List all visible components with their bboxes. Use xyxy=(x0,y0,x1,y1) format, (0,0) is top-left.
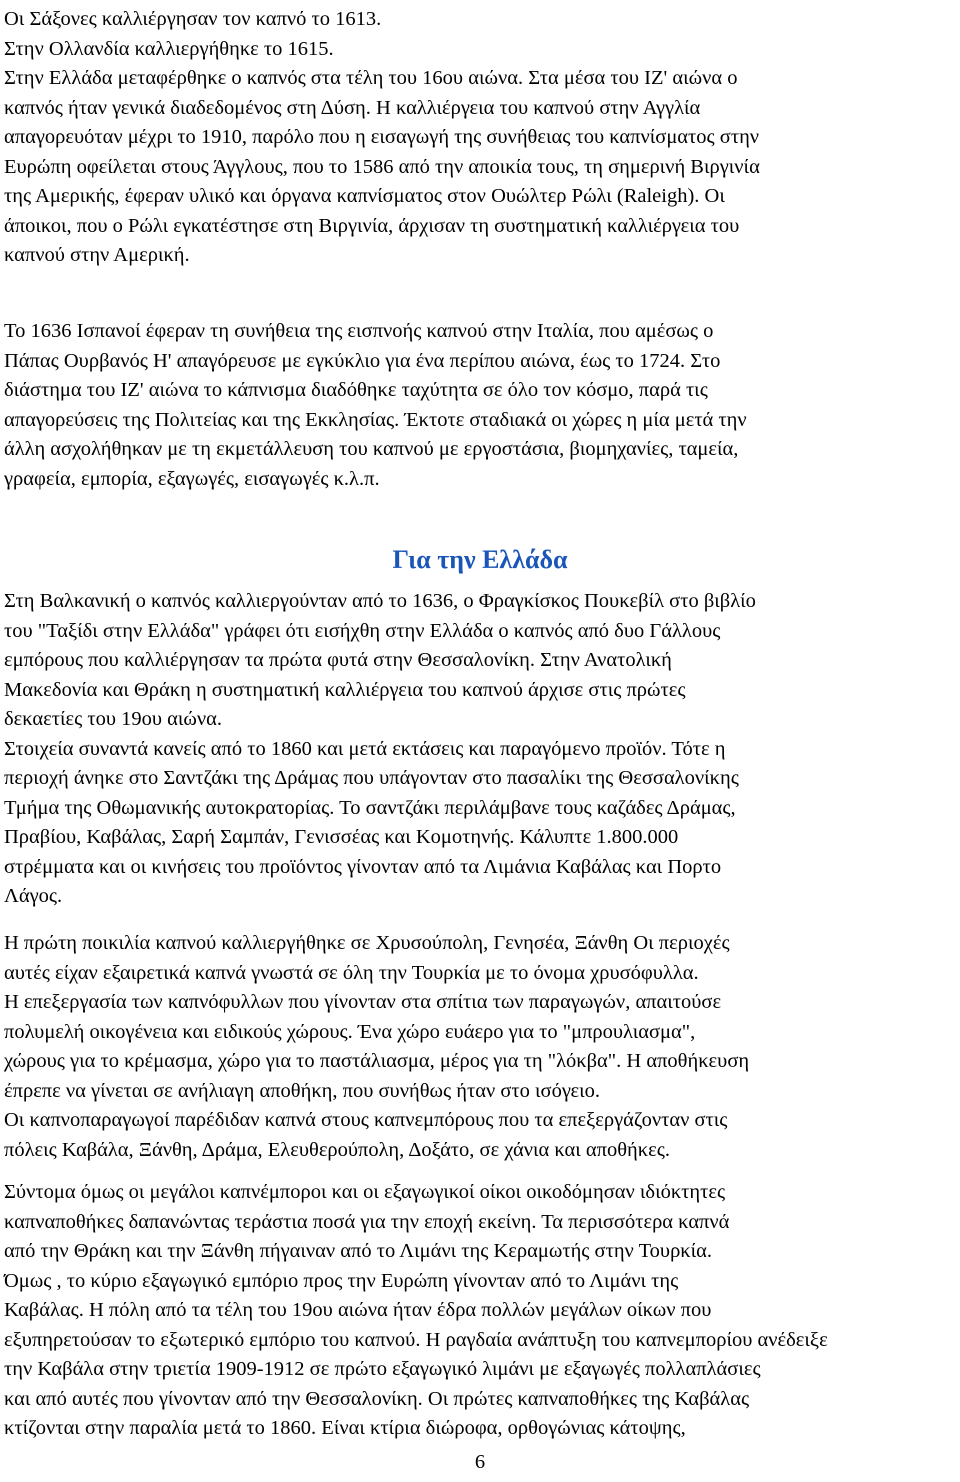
text-line: του "Ταξίδι στην Ελλάδα" γράφει ότι εισήχθη στην Ελλάδα ο καπνός από δυο Γάλλους xyxy=(4,619,721,642)
text-line: άποικοι, που ο Ρώλι εγκατέστησε στη Βιργινία, άρχισαν τη συστηματική καλλιέργεια του xyxy=(4,214,740,237)
text-line: της Αμερικής, έφεραν υλικό και όργανα καπνίσματος στον Ουώλτερ Ρώλι (Raleigh). Οι xyxy=(4,185,725,207)
text-line: εξυπηρετούσαν το εξωτερικό εμπόριο του καπνού. Η ραγδαία ανάπτυξη του καπνεμπορίου ανέδειξε xyxy=(4,1328,828,1351)
text-line: Το 1636 Ισπανοί έφεραν τη συνήθεια της εισπνοής καπνού στην Ιταλία, που αμέσως ο xyxy=(4,320,714,342)
page-number: 6 xyxy=(474,1451,486,1473)
paragraph-history-italy xyxy=(4,317,956,494)
text-line: δεκαετίες του 19ου αιώνα. xyxy=(4,708,223,730)
text-line: Στοιχεία συναντά κανείς από το 1860 και μετά εκτάσεις και παραγόμενο προϊόν. Τότε η xyxy=(4,737,726,760)
text-line: Οι Σάξονες καλλιέργησαν τον καπνό το 1613. xyxy=(4,8,382,30)
text-line: χώρους για το κρέμασμα, χώρο για το παστάλιασμα, μέρος για τη "λόκβα". Η αποθήκευση xyxy=(4,1050,750,1072)
paragraph-history-europe xyxy=(4,5,956,271)
section-heading: Για την Ελλάδα xyxy=(392,545,568,574)
text-line: πολυμελή οικογένεια και ειδικούς χώρους. Ένα χώρο ευάερο για το "μπρουλιασμα", xyxy=(4,1020,696,1043)
text-line: στρέμματα και οι κινήσεις του προϊόντος γίνονταν από τα Λιμάνια Καβάλας και Πορτο xyxy=(4,855,722,878)
text-line: Πάπας Ουρβανός Η' απαγόρευσε με εγκύκλιο για ένα περίπου αιώνα, έως το 1724. Στο xyxy=(4,349,721,372)
text-line: πόλεις Καβάλα, Ξάνθη, Δράμα, Ελευθερούπολη, Δοξάτο, σε χάνια και αποθήκες. xyxy=(4,1138,670,1161)
text-line: Όμως , το κύριο εξαγωγικό εμπόριο προς την Ευρώπη γίνονταν από το Λιμάνι της xyxy=(4,1269,679,1292)
text-line: γραφεία, εμπορία, εξαγωγές, εισαγωγές κ.λ.π. xyxy=(4,467,380,490)
text-line: την Καβάλα στην τριετία 1909-1912 σε πρώτο εξαγωγικό λιμάνι με εξαγωγές πολλαπλάσιες xyxy=(4,1358,761,1380)
text-line: Οι καπνοπαραγωγοί παρέδιδαν καπνά στους καπνεμπόρους που τα επεξεργάζονταν στις xyxy=(4,1109,728,1131)
text-line: έπρεπε να γίνεται σε ανήλιαγη αποθήκη, που συνήθως ήταν στο ισόγειο. xyxy=(4,1079,601,1102)
text-line: Η πρώτη ποικιλία καπνού καλλιεργήθηκε σε Χρυσούπολη, Γενησέα, Ξάνθη Οι περιοχές xyxy=(4,932,730,954)
text-line: Λάγος. xyxy=(4,885,63,907)
text-line: άλλη ασχολήθηκαν με τη εκμετάλλευση του καπνού με εργοστάσια, βιομηχανίες, ταμεία, xyxy=(4,438,739,460)
text-line: Η επεξεργασία των καπνόφυλλων που γίνονταν στα σπίτια των παραγωγών, απαιτούσε xyxy=(4,991,722,1013)
text-line: Μακεδονία και Θράκη η συστηματική καλλιέργεια του καπνού άρχισε στις πρώτες xyxy=(4,678,686,701)
text-line: και από αυτές που γίνονταν από την Θεσσαλονίκη. Οι πρώτες καπναποθήκες της Καβάλας xyxy=(4,1387,750,1410)
text-line: αυτές είχαν εξαιρετικά καπνά γνωστά σε όλη την Τουρκία με το όνομα χρυσόφυλλα. xyxy=(4,961,699,984)
text-line: εμπόρους που καλλιέργησαν τα πρώτα φυτά στην Θεσσαλονίκη. Στην Ανατολική xyxy=(4,649,672,671)
text-line: απαγορεύσεις της Πολιτείας και της Εκκλησίας. Έκτοτε σταδιακά οι χώρες η μία μετά την xyxy=(4,408,747,431)
text-line: κτίζονται στην παραλία μετά το 1860. Είναι κτίρια διώροφα, ορθογώνιας κάτοψης, xyxy=(4,1417,686,1439)
text-line: Στην Ελλάδα μεταφέρθηκε ο καπνός στα τέλη του 16ου αιώνα. Στα μέσα του ΙΖ' αιώνα ο xyxy=(4,67,738,89)
text-line: Ευρώπη οφείλεται στους Άγγλους, που το 1586 από την αποικία τους, τη σημερινή Βιργινία xyxy=(4,155,760,178)
text-line: Καβάλας. Η πόλη από τα τέλη του 19ου αιώνα ήταν έδρα πολλών μεγάλων οίκων που xyxy=(4,1299,712,1321)
text-line: καπνού στην Αμερική. xyxy=(4,244,190,266)
text-line: περιοχή άνηκε στο Σαντζάκι της Δράμας που υπάγονταν στο πασαλίκι της Θεσσαλονίκης xyxy=(4,767,739,789)
paragraph-balkans xyxy=(4,587,956,912)
paragraph-processing xyxy=(4,929,956,1165)
text-line: καπνός ήταν γενικά διαδεδομένος στη Δύση. Η καλλιέργεια του καπνού στην Αγγλία xyxy=(4,96,701,119)
text-line: από την Θράκη και την Ξάνθη πήγαιναν από το Λιμάνι της Κεραμωτής στην Τουρκία. xyxy=(4,1240,713,1262)
text-line: Στην Ολλανδία καλλιεργήθηκε το 1615. xyxy=(4,37,334,60)
text-line: Τμήμα της Οθωμανικής αυτοκρατορίας. Το σαντζάκι περιλάμβανε τους καζάδες Δράμας, xyxy=(4,796,736,819)
text-line: Πραβίου, Καβάλας, Σαρή Σαμπάν, Γενισσέας και Κομοτηνής. Κάλυπτε 1.800.000 xyxy=(4,826,679,848)
text-line: απαγορευόταν μέχρι το 1910, παρόλο που η εισαγωγή της συνήθειας του καπνίσματος στην xyxy=(4,126,760,148)
text-line: καπναποθήκες δαπανώντας τεράστια ποσά για την εποχή εκείνη. Τα περισσότερα καπνά xyxy=(4,1210,730,1233)
text-line: διάστημα του ΙΖ' αιώνα το κάπνισμα διαδόθηκε ταχύτητα σε όλο τον κόσμο, παρά τις xyxy=(4,379,708,401)
paragraph-trade xyxy=(4,1178,956,1444)
text-line: Στη Βαλκανική ο καπνός καλλιεργούνταν από το 1636, ο Φραγκίσκος Πουκεβίλ στο βιβλίο xyxy=(4,590,756,612)
text-line: Σύντομα όμως οι μεγάλοι καπνέμποροι και οι εξαγωγικοί οίκοι οικοδόμησαν ιδιόκτητες xyxy=(4,1181,726,1203)
